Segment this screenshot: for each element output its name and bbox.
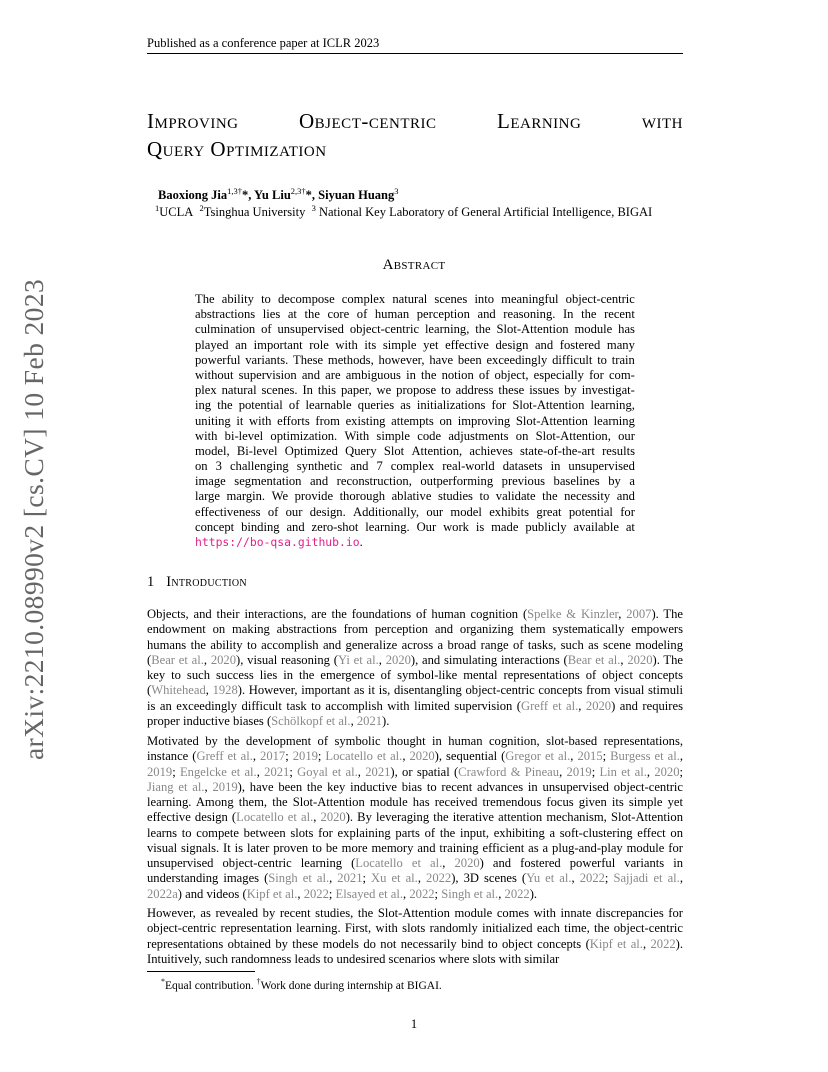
citation-link[interactable]: Kipf et al. [589, 936, 643, 951]
citation-link[interactable]: 2020 [585, 698, 612, 713]
citation-link[interactable]: Spelke & Kinzler [527, 607, 619, 621]
section-heading [147, 574, 247, 591]
citation-link[interactable]: 2019 [147, 764, 173, 779]
abstract-line: https://bo-qsa.github.io . [195, 535, 363, 549]
citation-link[interactable]: 2020 [654, 764, 680, 779]
abstract-line: played an important role with its simple yet effective design and fostered many [195, 337, 635, 352]
citation-link[interactable]: Engelcke et al. [179, 764, 257, 779]
citation-link[interactable]: Gregor et al. [505, 749, 571, 764]
citation-link[interactable]: Elsayed et al. [335, 886, 404, 901]
citation-link[interactable]: 2021 [365, 764, 391, 779]
citation-link[interactable]: 2021 [356, 713, 383, 728]
citation-link[interactable]: Schölkopf et al. [271, 713, 351, 728]
citation-link[interactable]: 2022 [650, 936, 676, 951]
citation-link[interactable]: 2021 [264, 764, 290, 779]
citation-link[interactable]: 2019 [292, 749, 318, 764]
citation-link[interactable]: Bear et al. [151, 652, 204, 667]
author-affil-mark: 3 [394, 186, 399, 196]
citation-link[interactable]: Locatello et al. [236, 810, 314, 825]
abstract-line: uniting it with efforts from existing attempts on improving Slot-Attention learning [195, 413, 635, 428]
paragraph-1: Objects, and their interactions, are the foundations of human cognition (Spelke & Kinzler, 2007). The endowment on making abstractions from perception and organizing them systematically empowers humans the ability to accomplish and generalize across a broad range of tasks, such as scene modeling (Bear et al., 2020), visual reasoning (Yi et al., 2020), and simulating interactions (Bear et al., 2020). The key to such success lies in the emergence of symbol-like mental representations of object concepts (Whitehead, 1928). However, important as it is, disentangling object-centric concepts from visual stimuli is an exceedingly difficult task to accomplish with limited supervision (Greff et al., 2020) and requires proper inductive biases (Schölkopf et al., 2021). [147, 607, 683, 728]
abstract-line: on 3 challenging synthetic and 7 complex real-world datasets in unsupervised [195, 459, 635, 474]
paper-title [147, 107, 683, 163]
citation-link[interactable]: 2020 [210, 652, 237, 667]
abstract-heading: Abstract [382, 257, 446, 273]
footnote-rule [147, 971, 255, 972]
citation-link[interactable]: Sajjadi et al. [613, 871, 680, 886]
author-name: Baoxiong Jia [158, 188, 228, 203]
citation-link[interactable]: 2020 [320, 810, 346, 825]
author-affil-mark: 2,3† [290, 186, 306, 196]
affiliation: UCLA [159, 205, 194, 220]
citation-link[interactable]: 2017 [260, 749, 286, 764]
affil-mark: 3 [311, 203, 316, 213]
citation-link[interactable]: 2021 [337, 871, 363, 886]
title-word: Object-centric [299, 109, 437, 133]
abstract-line: culmination of unsupervised object-centric learning, the Slot-Attention module has [195, 322, 635, 337]
citation-link[interactable]: Burgess et al. [610, 749, 680, 764]
abstract-body [195, 292, 635, 550]
abstract-line: with bi-level optimization. With simple code adjustments on Slot-Attention, our [195, 428, 635, 443]
citation-link[interactable]: Whitehead [151, 683, 206, 698]
abstract-line: model, Bi-level Optimized Query Slot Attention, achieves state-of-the-art results [195, 443, 635, 458]
citation-link[interactable]: Bear et al. [567, 652, 621, 667]
title-word: with [641, 109, 683, 133]
author-name: Siyuan Huang [318, 188, 395, 203]
citation-link[interactable]: 2022 [579, 871, 605, 886]
affiliation: National Key Laboratory of General Artificial Intelligence, BIGAI [318, 205, 653, 220]
citation-link[interactable]: 2020 [409, 749, 435, 764]
project-link[interactable]: https://bo-qsa.github.io [195, 535, 360, 549]
citation-link[interactable]: 2015 [577, 749, 603, 764]
author-affil-mark: 1,3† [227, 186, 242, 196]
abstract-line: image segmentation and reconstruction, outperforming previous baselines by a [195, 474, 635, 489]
section-number: 1 [147, 574, 155, 590]
footnote-text: Work done during internship at BIGAI. [260, 979, 442, 992]
title-word: Learning [497, 109, 582, 133]
citation-link[interactable]: Locatello et al. [355, 856, 443, 870]
citation-link[interactable]: 2007 [626, 607, 652, 621]
abstract-line: without supervision and are ambiguous in the notion of object, especially for com- [195, 367, 635, 382]
author-name: Yu Liu [254, 188, 291, 203]
citation-link[interactable]: Lin et al. [599, 764, 647, 779]
affil-mark: 2 [199, 203, 204, 213]
abstract-line: large margin. We provide thorough ablative studies to validate the necessity and [195, 489, 635, 504]
citation-link[interactable]: Greff et al. [196, 749, 253, 764]
footnote [161, 977, 442, 992]
footnote-mark: † [256, 977, 261, 986]
citation-link[interactable]: Kipf et al. [246, 886, 298, 901]
abstract-line: concept binding and zero-shot learning. Our work is made publicly available at [195, 519, 635, 534]
citation-link[interactable]: 2020 [454, 856, 480, 870]
citation-link[interactable]: Crawford & Pineau [458, 764, 560, 779]
citation-link[interactable]: 2022 [426, 871, 452, 886]
citation-link[interactable]: 2022a [147, 886, 178, 901]
affiliation: Tsinghua University [203, 205, 306, 220]
affiliations [155, 203, 652, 220]
arxiv-identifier: arXiv:2210.08990v2 [cs.CV] 10 Feb 2023 [18, 278, 49, 760]
abstract-line: ing the potential of learnable queries as initializations for Slot-Attention learning, [195, 398, 635, 413]
title-line-2: Query Optimization [147, 137, 327, 161]
abstract-line: abstractions lies at the core of human perception and reasoning. In the recent [195, 307, 635, 322]
citation-link[interactable]: Yu et al. [526, 871, 572, 886]
citation-link[interactable]: Yi et al. [337, 652, 379, 667]
section-title: Introduction [166, 574, 247, 590]
title-word: Improving [147, 109, 239, 133]
citation-link[interactable]: Jiang et al. [147, 779, 205, 794]
citation-link[interactable]: Goyal et al. [297, 764, 358, 779]
citation-link[interactable]: 1928 [212, 683, 238, 698]
abstract-line: effectiveness of our design. Additionally, our model exhibits great potential for [195, 504, 635, 519]
title-line-1 [147, 107, 683, 135]
running-header: Published as a conference paper at ICLR 2023 [147, 36, 380, 50]
citation-link[interactable]: Greff et al. [520, 698, 579, 713]
abstract-line: The ability to decompose complex natural scenes into meaningful object-centric [195, 292, 635, 306]
page-number: 1 [410, 1017, 418, 1031]
citation-link[interactable]: 2022 [409, 886, 435, 901]
citation-link[interactable]: 2020 [627, 652, 653, 667]
abstract-line: powerful variants. These methods, however, have been exceedingly difficult to train [195, 352, 635, 367]
footnote-text: Equal contribution. [165, 979, 257, 992]
citation-link[interactable]: 2020 [385, 652, 411, 667]
header-rule [147, 53, 683, 54]
citation-link[interactable]: Singh et al. [441, 886, 499, 901]
paragraph-3: However, as revealed by recent studies, the Slot-Attention module comes with innate discrepancies for object-centric representation learning. First, with slots randomly initialized each time, the object-centric representations obtained by these models do not necessarily bind to object concepts (Kipf et al., 2022). Intuitively, such randomness leads to undesired scenarios where slots with similar [147, 906, 684, 966]
citation-link[interactable]: 2019 [566, 764, 592, 779]
citation-link[interactable]: 2022 [303, 886, 329, 901]
abstract-line: plex natural scenes. In this paper, we propose to address these issues by investigat- [195, 383, 635, 398]
citation-link[interactable]: Locatello et al. [325, 749, 403, 764]
citation-link[interactable]: 2019 [212, 779, 238, 794]
author-list: Baoxiong Jia$^{1,3\dagger}$*, Yu Liu$^{2,3\dagger}$*, Siyuan Huang$^3$ [158, 186, 399, 203]
citation-link[interactable]: Singh et al. [268, 871, 330, 886]
footnote-mark: * [161, 977, 165, 986]
citation-link[interactable]: Xu et al. [371, 871, 418, 886]
affil-mark: 1 [155, 203, 160, 213]
paragraph-2: Motivated by the development of symbolic thought in human cognition, slot-based representations, instance (Greff et al., 2017; 2019; Locatello et al., 2020), sequential (Gregor et al., 2015; Burgess et al., 2019; Engelcke et al., 2021; Goyal et al., 2021), or spatial (Crawford & Pineau, 2019; Lin et al., 2020; Jiang et al., 2019), have been the key inductive bias to recent advances in unsupervised object-centric learning. Among them, the Slot-Attention module has received tremendous focus given its simple yet effective design (Locatello et al., 2020). By leveraging the iterative attention mechanism, Slot-Attention learns to compete between slots for explaining parts of the input, exhibiting a soft-clustering effect on visual signals. It is later proven to be more memory and training efficient as a plug-and-play module for unsupervised object-centric learning (Locatello et al., 2020) and fostered powerful variants in understanding images (Singh et al., 2021; Xu et al., 2022), 3D scenes (Yu et al., 2022; Sajjadi et al., 2022a) and videos (Kipf et al., 2022; Elsayed et al., 2022; Singh et al., 2022). [147, 734, 684, 901]
citation-link[interactable]: 2022 [504, 886, 530, 901]
